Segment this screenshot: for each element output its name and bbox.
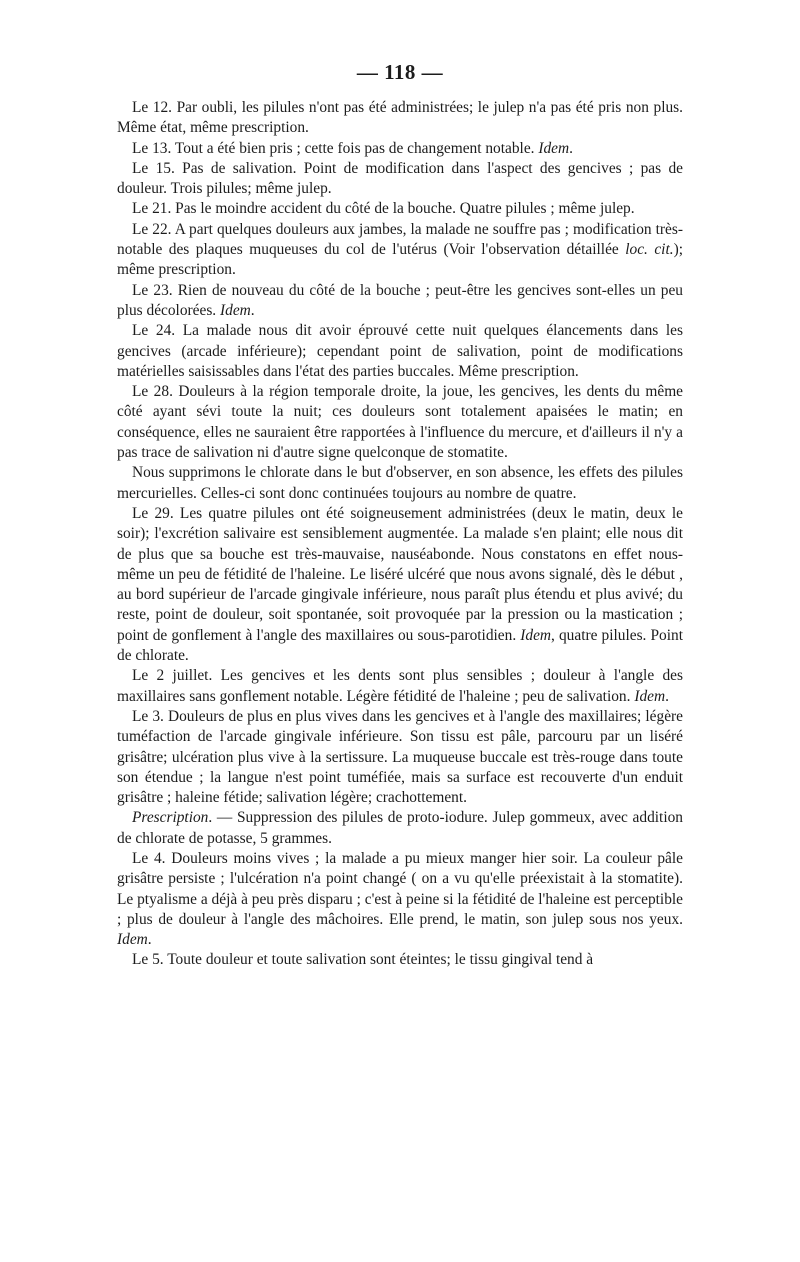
document-page	[117, 58, 683, 971]
paragraph-le-15: Le 15. Pas de salivation. Point de modification dans l'aspect des gencives ; pas de douleur. Trois pilules; même julep.	[117, 159, 683, 198]
text-body	[117, 98, 683, 971]
page-number: — 118 —	[117, 58, 683, 86]
paragraph-le-24: Le 24. La malade nous dit avoir éprouvé cette nuit quelques élancements dans les gencives (arcade inférieure); cependant point de salivation, point de modifications matérielles saisissables dans l'état des parties buccales. Même prescription.	[117, 322, 683, 380]
paragraph-le-4: Le 4. Douleurs moins vives ; la malade a pu mieux manger hier soir. La couleur pâle grisâtre persiste ; l'ulcération n'a point changé ( on a vu qu'elle préexistait à la stomatite). Le ptyalisme a déjà à peu près disparu ; c'est à peine si la fétidité de l'haleine est perceptible ; plus de douleur à l'angle des mâchoires. Elle prend, le matin, son julep sous nos yeux. Idem.	[117, 849, 683, 949]
paragraph-le-21: Le 21. Pas le moindre accident du côté de la bouche. Quatre pilules ; même julep.	[132, 200, 635, 218]
italic-term: Idem	[634, 687, 666, 705]
paragraph-le-28: Le 28. Douleurs à la région temporale droite, la joue, les gencives, les dents du même côté ayant sévi toute la nuit; ces douleurs sont totalement apaisées le matin; en conséquence, elles ne sauraient être rapportées à l'influence du mercure, et d'ailleurs il n'y a pas trace de salivation ni d'autre signe quelconque de stomatite.	[117, 383, 683, 462]
paragraph-le-2-juillet: Le 2 juillet. Les gencives et les dents sont plus sensibles ; douleur à l'angle des maxillaires sans gonflement notable. Légère fétidité de l'haleine ; peu de salivation. Idem.	[117, 667, 683, 705]
italic-term: Idem	[520, 626, 552, 644]
italic-term: Idem	[117, 931, 148, 949]
paragraph-le-22: Le 22. A part quelques douleurs aux jambes, la malade ne souffre pas ; modification très-notable des plaques muqueuses du col de l'utérus (Voir l'observation détaillée loc. cit.); même prescription.	[117, 220, 683, 279]
paragraph-prescription: Prescription. — Suppression des pilules de proto-iodure. Julep gommeux, avec addition de chlorate de potasse, 5 grammes.	[117, 809, 683, 847]
paragraph-le-5: Le 5. Toute douleur et toute salivation sont éteintes; le tissu gingival tend à	[132, 951, 594, 969]
paragraph-chlorate-suppression: Nous supprimons le chlorate dans le but d'observer, en son absence, les effets des pilules mercurielles. Celles-ci sont donc continuées toujours au nombre de quatre.	[117, 464, 683, 502]
paragraph-le-12: Le 12. Par oubli, les pilules n'ont pas été administrées; le julep n'a pas été pris non plus. Même état, même prescription.	[117, 99, 683, 137]
paragraph-le-29: Le 29. Les quatre pilules ont été soigneusement administrées (deux le matin, deux le soir); l'excrétion salivaire est sensiblement augmentée. La malade s'en plaint; elle nous dit de plus que sa bouche est très-mauvaise, nauséabonde. Nous constatons en effet nous-même un peu de fétidité de l'haleine. Le liséré ulcéré que nous avons signalé, dès le début , au bord supérieur de l'arcade gingivale inférieure, nous paraît plus étendu et plus avivé; du reste, point de douleur, soit spontanée, soit provoquée par la pression ou la mastication ; point de gonflement à l'angle des maxillaires ou sous-parotidien. Idem, quatre pilules. Point de chlorate.	[117, 504, 683, 665]
paragraph-le-13: Le 13. Tout a été bien pris ; cette fois pas de changement notable. Idem.	[132, 139, 573, 157]
paragraph-le-23: Le 23. Rien de nouveau du côté de la bouche ; peut-être les gencives sont-elles un peu plus décolorées. Idem.	[117, 281, 683, 319]
paragraph-le-3: Le 3. Douleurs de plus en plus vives dans les gencives et à l'angle des maxillaires; légère tuméfaction de l'arcade gingivale inférieure. Son tissu est pâle, parcouru par un liséré grisâtre; ulcération plus vive à la sertissure. La muqueuse buccale est très-rouge dans toute son étendue ; la langue n'est point tuméfiée, mais sa surface est recouverte d'un enduit grisâtre ; haleine fétide; salivation légère; crachottement.	[117, 707, 683, 807]
italic-term: Idem	[538, 139, 570, 157]
italic-term: loc. cit.	[625, 241, 674, 259]
italic-term: Idem	[220, 301, 251, 319]
italic-term: Prescription	[132, 809, 209, 827]
